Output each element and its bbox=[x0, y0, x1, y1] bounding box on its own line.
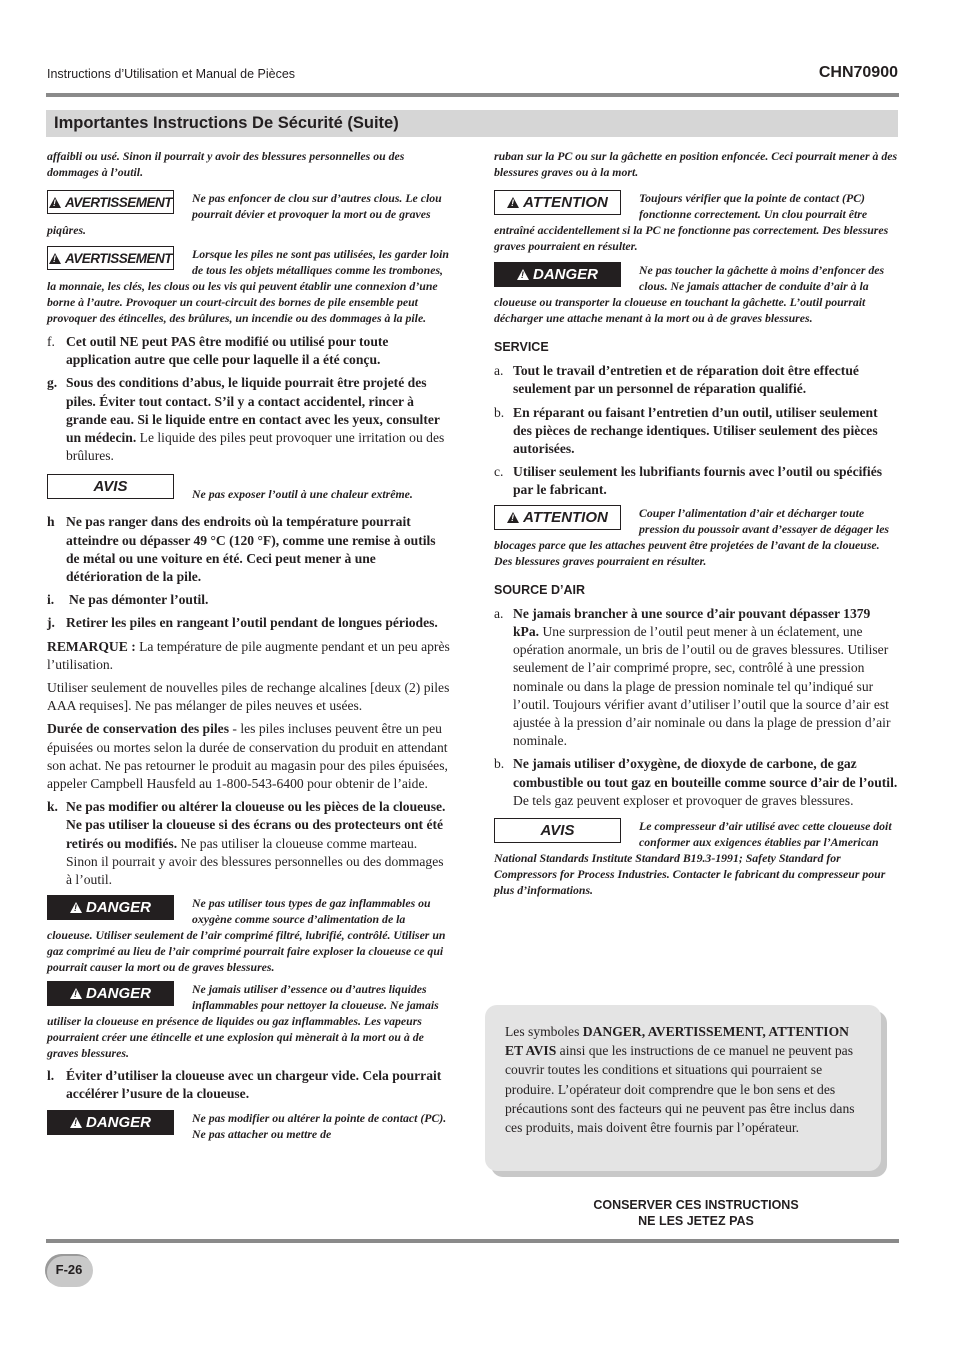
warning-triangle-icon bbox=[507, 512, 519, 523]
remarque: REMARQUE : La température de pile augmente pendant et un peu après l’utilisation. bbox=[47, 638, 450, 672]
section-title: Importantes Instructions De Sécurité (Suite) bbox=[54, 114, 399, 132]
service-item-a: a. Tout le travail d’entretien et de réparation doit être effectué seulement par un personnel de réparation qualifié. bbox=[494, 363, 859, 397]
warning-text: Ne pas enfoncer de clou sur d’autres clous. Le clou pourrait dévier et provoquer la mort ou de graves piqûres. bbox=[47, 191, 442, 237]
warning-text: Lorsque les piles ne sont pas utilisées, les garder loin de tous les objets métalliques comme les trombones, la monnaie, les clés, les clous ou les vis qui peuvent établir une connexion d’une borne à l’autre. Provoquer un court-circuit des bornes de pile ensemble peut provoquer des étincelles, des brûlures, un incendie ou des dommages à la pile. bbox=[47, 247, 449, 325]
danger-text: Ne pas modifier ou altérer la pointe de contact (PC). Ne pas attacher ou mettre de bbox=[192, 1110, 447, 1141]
note-box bbox=[485, 1005, 881, 1171]
service-item-c: c. Utiliser seulement les lubrifiants fournis avec l’outil ou spécifiés par le fabricant. bbox=[494, 464, 883, 498]
battery-info: Utiliser seulement de nouvelles piles de rechange alcalines [deux (2) piles AAA requises]. Ne pas mélanger de piles neuves et usées. bbox=[47, 680, 450, 714]
danger-badge: !DANGER bbox=[47, 895, 174, 920]
warning-triangle-icon bbox=[517, 269, 529, 280]
list-item-l: l. Éviter d’utiliser la cloueuse avec un chargeur vide. Cela pourrait accélérer l’usure de la cloueuse. bbox=[47, 1068, 442, 1102]
avis-text: Ne pas exposer l’outil à une chaleur extrême. bbox=[192, 487, 413, 502]
warning-block-1 bbox=[47, 190, 452, 238]
danger-badge: !DANGER bbox=[494, 262, 621, 287]
list-item-f: f. Cet outil NE peut PAS être modifié ou utilisé pour toute application autre que celle pour laquelle il a été conçu. bbox=[47, 334, 389, 368]
warning-triangle-icon bbox=[49, 197, 61, 208]
avis-badge: AVIS bbox=[47, 474, 174, 499]
danger-block-1 bbox=[47, 895, 452, 975]
avertissement-badge: !AVERTISSEMENT bbox=[47, 246, 174, 270]
danger-text: Ne pas utiliser tous types de gaz inflammables ou oxygène comme source d’alimentation de la cloueuse. Utiliser seulement de l’air comprimé filtré, lubrifié, contrôlé. Utiliser un gaz comprimé au lieu de l’air comprimé pourrait faire exploser la cloueuse ce qui pourrait causer la mort ou de graves blessures. bbox=[47, 896, 446, 975]
attention-text: Toujours vérifier que la pointe de contact (PC) fonctionne correctement. Un clou pourrait être entraîné accidentellement si la PC ne fonctionne pas correctement. Des blessures graves pourraient en résulter. bbox=[494, 191, 889, 253]
right-column bbox=[494, 148, 898, 904]
warning-triangle-icon bbox=[70, 902, 82, 913]
bottom-divider bbox=[46, 1239, 899, 1243]
danger-text: Ne pas toucher la gâchette à moins d’enfoncer des clous. Ne jamais attacher de conduite d’air à la cloueuse ou transporter la cloueuse en touchant la gâchette. L’outil pourrait décharger une attache menant à la mort ou à de graves blessures. bbox=[494, 263, 885, 325]
battery-shelf-life: Durée de conservation des piles - les piles incluses peuvent être un peu épuisées ou mortes selon la durée de conservation du produit en attendant son achat. Ne pas retourner le produit au magasin pour des piles épuisées, appeler Campbell Hausfeld au 1-800-543-6400 pour obtenir de l’aide. bbox=[47, 721, 448, 792]
avis-badge: AVIS bbox=[494, 818, 621, 843]
warning-triangle-icon bbox=[70, 988, 82, 999]
section-title-bar bbox=[46, 110, 898, 137]
top-divider bbox=[46, 93, 899, 97]
left-column bbox=[47, 148, 452, 1148]
list-item-k: k. Ne pas modifier ou altérer la cloueuse ou les pièces de la cloueuse. Ne pas utiliser la cloueuse si des écrans ou des protecteurs ont été retirés ou modifiés. Ne pas utiliser la cloueuse comme marteau. Sinon il pourrait y avoir des blessures personnelles ou des dommages à l’outil. bbox=[47, 799, 446, 888]
air-item-a: a. Ne jamais brancher à une source d’air pouvant dépasser 1379 kPa. Une surpression de l’outil peut mener à un éclatement, une opération anormale, un bris de l’outil ou de graves blessures. Utiliser seulement de l’air comprimé propre, sec, contrôlé à une pression nominale ou dans la plage de pression nominale tel qu’indiqué sur l’outil. Toujours vérifier avant d’utiliser l’outil que la source d’air est ajustée à la pression d’air nominale ou dans la plage de pression d’air nominale. bbox=[494, 605, 891, 749]
model-number: CHN70900 bbox=[818, 64, 898, 81]
attention-badge: !ATTENTION bbox=[494, 505, 621, 530]
air-item-b: b. Ne jamais utiliser d’oxygène, de dioxyde de carbone, de gaz combustible ou tout gaz en bouteille comme source d’air de l’outil. De tels gaz peuvent exploser et provoquer de graves blessures. bbox=[494, 756, 898, 808]
attention-badge: !ATTENTION bbox=[494, 190, 621, 215]
list-item-g: g. Sous des conditions d’abus, le liquide pourrait être projeté des piles. Éviter tout contact. S’il y a contact accidentel, rincer à grande eau. Si le liquide entre en contact avec les yeux, consulter un médecin. Le liquide des piles peut provoquer une irritation ou des brûlures. bbox=[47, 375, 445, 464]
intro-text: affaibli ou usé. Sinon il pourrait y avoir des blessures personnelles ou des dommages à l’outil. bbox=[47, 149, 405, 179]
warning-triangle-icon bbox=[507, 197, 519, 208]
danger-block-4 bbox=[494, 262, 898, 326]
attention-text: Couper l’alimentation d’air et décharger toute pression du poussoir avant d’essayer de dégager les blocages parce que les attaches peuvent être projetées de l’avant de la cloueuse. Des blessures graves pourraient en résulter. bbox=[494, 505, 890, 568]
warning-block-2 bbox=[47, 246, 452, 326]
list-item-h: h Ne pas ranger dans des endroits où la température pourrait atteindre ou dépasser 49 °C (120 °F), comme une remise à outils de métal ou une voiture en été. Ceci peut mener à une détérioration de la pile. bbox=[47, 514, 436, 585]
manual-title: Instructions d’Utilisation et Manual de Pièces bbox=[47, 67, 296, 81]
avertissement-badge: !AVERTISSEMENT bbox=[47, 190, 174, 214]
keep-instructions: CONSERVER CES INSTRUCTIONS NE LES JETEZ PAS bbox=[593, 1198, 799, 1228]
danger-badge: !DANGER bbox=[47, 1110, 174, 1135]
danger-block-3 bbox=[47, 1110, 452, 1142]
avis-text: Le compresseur d’air utilisé avec cette cloueuse doit conformer aux exigences établies par l’American National Standards Institute Standard B19.3-1991; Safety Standard for Compressors for Process Industries. Contacter le fabricant du compresseur pour plus d’informations. bbox=[494, 819, 892, 898]
service-heading: SERVICE bbox=[494, 340, 549, 354]
note-text: Les symboles DANGER, AVERTISSEMENT, ATTENTION ET AVIS ainsi que les instructions de ce manuel ne peuvent pas couvrir toutes les conditions et situations qui pourraient se produire. L’opérateur doit comprendre que le bon sens et des précautions sont des facteurs qui ne peuvent pas être inclus dans ces produits, mais doivent être fournis par l’opérateur. bbox=[505, 1024, 855, 1136]
attention-block-2 bbox=[494, 505, 898, 569]
avis-block-2 bbox=[494, 818, 898, 898]
page-number: F-26 bbox=[55, 1262, 83, 1277]
danger-badge: !DANGER bbox=[47, 981, 174, 1006]
danger-block-2 bbox=[47, 981, 452, 1061]
service-item-b: b. En réparant ou faisant l’entretien d’un outil, utiliser seulement des pièces de rechange identiques. Utiliser seulement des pièces autorisées. bbox=[494, 404, 878, 457]
warning-triangle-icon bbox=[70, 1117, 82, 1128]
list-item-i: i. Ne pas démonter l’outil. bbox=[47, 592, 209, 608]
continued-text: ruban sur la PC ou sur la gâchette en position enfoncée. Ceci pourrait mener à des blessures graves ou à la mort. bbox=[494, 149, 898, 179]
danger-text: Ne jamais utiliser d’essence ou d’autres liquides inflammables pour nettoyer la cloueuse. Ne jamais utiliser la cloueuse en présence de liquides ou gaz inflammables. Les vapeurs pourraient créer une étincelle et une explosion qui mènerait à la mort ou à de graves blessures. bbox=[47, 982, 439, 1061]
warning-triangle-icon bbox=[49, 253, 61, 264]
list-item-j: j. Retirer les piles en rangeant l’outil pendant de longues périodes. bbox=[47, 615, 438, 631]
air-source-heading: SOURCE D’AIR bbox=[494, 582, 585, 597]
page-number-badge bbox=[45, 1254, 93, 1287]
avis-block-1 bbox=[47, 474, 452, 501]
attention-block-1 bbox=[494, 190, 898, 254]
